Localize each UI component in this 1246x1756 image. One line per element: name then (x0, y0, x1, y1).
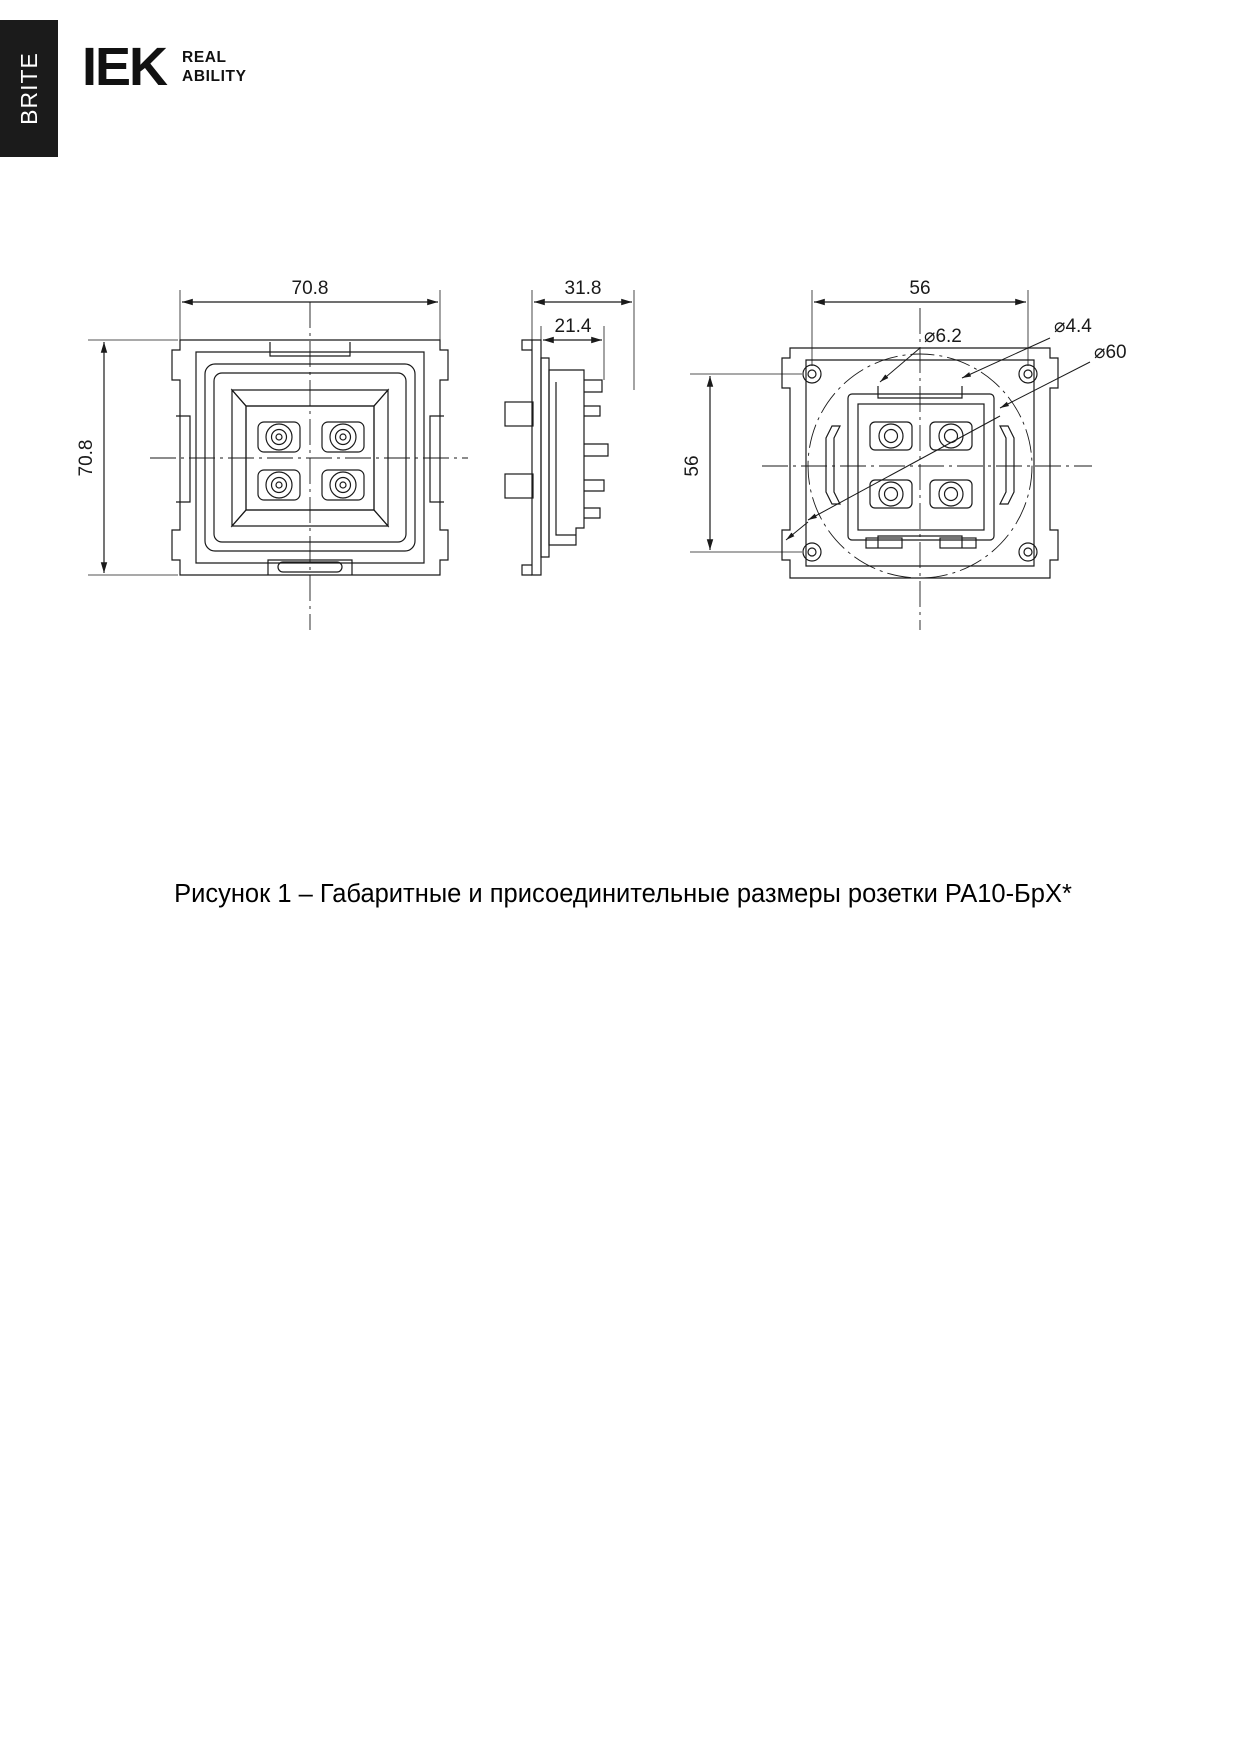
front-jack-1 (258, 422, 300, 452)
logo-tagline-line1: REAL (182, 49, 227, 66)
dim-label-mounting-circle: ⌀60 (1094, 342, 1127, 363)
leader-lines (786, 338, 1090, 540)
rear-jack-1 (870, 422, 912, 450)
rear-jack-3 (870, 480, 912, 508)
dim-label-rear-width: 56 (909, 278, 931, 299)
logo-wordmark: IEK (82, 37, 167, 97)
rear-jack-4 (930, 480, 972, 508)
dim-label-hole-medium: ⌀6.2 (924, 326, 962, 347)
brand-logo (82, 37, 247, 97)
series-tab-label: BRITE (15, 52, 42, 125)
rear-view-graphic (762, 308, 1092, 630)
dim-label-front-height: 70.8 (76, 439, 97, 477)
dim-label-side-depth: 31.8 (564, 278, 602, 299)
dim-rear-height (690, 374, 802, 552)
dim-label-front-width: 70.8 (291, 278, 329, 299)
logo-tagline (182, 48, 246, 87)
rear-jack-2 (930, 422, 972, 450)
figure-caption: Рисунок 1 – Габаритные и присоединительные размеры розетки РА10-БрХ* (174, 880, 1072, 908)
dim-label-rear-height: 56 (682, 455, 703, 477)
series-tab (0, 20, 58, 157)
front-jack-3 (258, 470, 300, 500)
technical-drawing (0, 230, 1246, 680)
dim-label-side-body-depth: 21.4 (554, 316, 592, 337)
front-jack-4 (322, 470, 364, 500)
front-view-graphic (150, 302, 468, 630)
side-view-graphic (505, 340, 608, 575)
front-jack-2 (322, 422, 364, 452)
dim-front-height (88, 340, 178, 575)
dim-label-hole-small: ⌀4.4 (1054, 316, 1092, 337)
logo-tagline-line2: ABILITY (182, 68, 247, 86)
